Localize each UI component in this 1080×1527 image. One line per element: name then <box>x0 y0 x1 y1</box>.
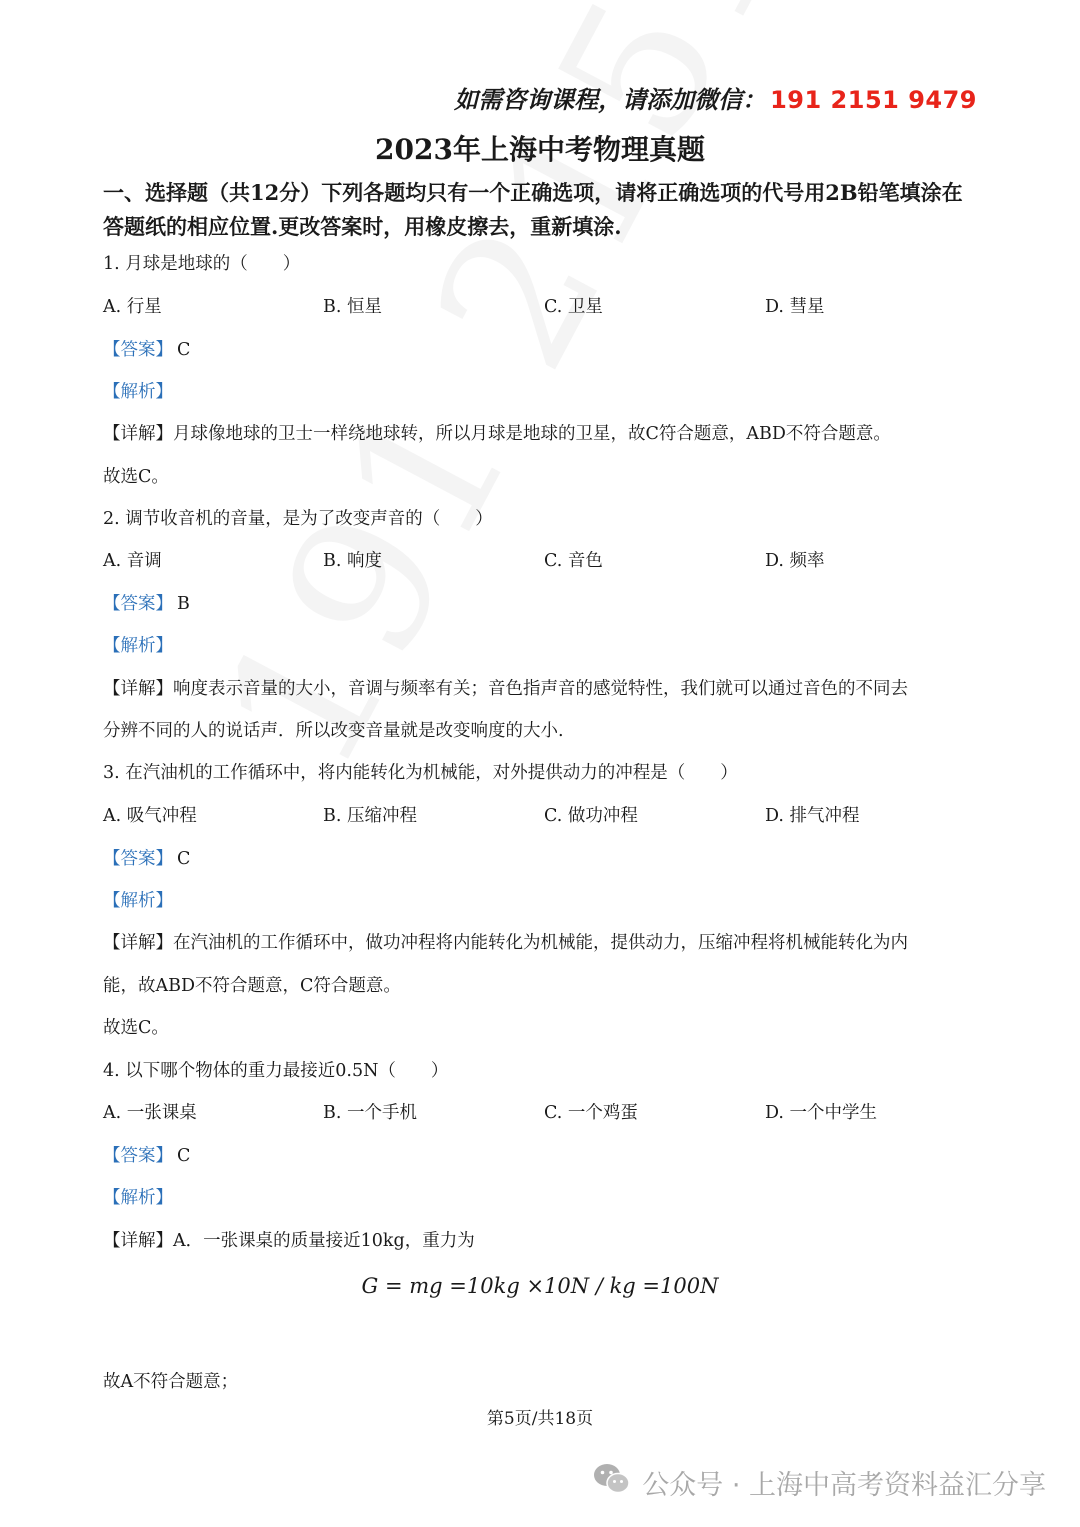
question-2-stem: 2. 调节收音机的音量，是为了改变声音的（ ） <box>103 509 493 529</box>
contact-phone: 191 2151 9479 <box>770 86 977 114</box>
question-4-after-formula: 故A不符合题意； <box>103 1372 239 1392</box>
answer-tag: 【答案】 <box>103 340 173 360</box>
detail-text: 在汽油机的工作循环中，做功冲程将内能转化为机械能，提供动力，压缩冲程将机械能转化为内 <box>173 933 908 953</box>
option-c: C. 做功冲程 <box>544 806 638 826</box>
option-d: D. 排气冲程 <box>765 806 860 826</box>
question-1-detail-line-2: 故选C。 <box>103 467 169 487</box>
detail-tag: 【详解】 <box>103 1231 173 1251</box>
analysis-tag: 【解析】 <box>103 1188 173 1208</box>
question-2-analysis <box>103 633 983 659</box>
question-3-analysis <box>103 888 983 914</box>
question-1-answer <box>103 337 983 363</box>
option-c: C. 卫星 <box>544 297 603 317</box>
option-d: D. 彗星 <box>765 297 825 317</box>
option-a: A. 吸气冲程 <box>103 806 197 826</box>
option-d: D. 频率 <box>765 551 825 571</box>
contact-text: 如需咨询课程，请添加微信： <box>454 86 767 114</box>
detail-text: A．一张课桌的质量接近10kg，重力为 <box>173 1231 475 1251</box>
option-b: B. 压缩冲程 <box>323 806 417 826</box>
analysis-tag: 【解析】 <box>103 891 173 911</box>
answer-value: C <box>177 340 191 360</box>
question-4-analysis <box>103 1185 983 1211</box>
option-d: D. 一个中学生 <box>765 1103 878 1123</box>
question-4-detail-line-1 <box>103 1228 983 1254</box>
option-b: B. 一个手机 <box>323 1103 417 1123</box>
question-4-answer <box>103 1143 983 1169</box>
detail-tag: 【详解】 <box>103 933 173 953</box>
gravity-formula: G = mg =10kg ×10N / kg =100N <box>361 1274 719 1298</box>
question-1-stem: 1. 月球是地球的（ ） <box>103 254 301 274</box>
question-1-analysis <box>103 379 983 405</box>
question-3-detail-line-2: 能，故ABD不符合题意，C符合题意。 <box>103 976 401 996</box>
option-a: A. 音调 <box>103 551 162 571</box>
question-4-stem: 4. 以下哪个物体的重力最接近0.5N（ ） <box>103 1061 449 1081</box>
option-a: A. 一张课桌 <box>103 1103 197 1123</box>
answer-tag: 【答案】 <box>103 1146 173 1166</box>
footer-text: 公众号 · 上海中高考资料益汇分享 <box>642 1470 1046 1501</box>
option-c: C. 音色 <box>544 551 603 571</box>
analysis-tag: 【解析】 <box>103 382 173 402</box>
answer-value: B <box>177 594 190 614</box>
detail-text: 月球像地球的卫士一样绕地球转，所以月球是地球的卫星，故C符合题意，ABD不符合题意。 <box>173 424 891 444</box>
detail-text: 响度表示音量的大小，音调与频率有关；音色指声音的感觉特性，我们就可以通过音色的不同去 <box>173 679 908 699</box>
detail-tag: 【详解】 <box>103 424 173 444</box>
option-c: C. 一个鸡蛋 <box>544 1103 638 1123</box>
section-heading: 一、选择题（共12分）下列各题均只有一个正确选项，请将正确选项的代号用2B铅笔填涂在答题纸的相应位置.更改答案时，用橡皮擦去，重新填涂. <box>103 180 963 239</box>
detail-tag: 【详解】 <box>103 679 173 699</box>
question-2-detail-line-2: 分辨不同的人的说话声．所以改变音量就是改变响度的大小. <box>103 721 564 741</box>
option-a: A. 行星 <box>103 297 162 317</box>
answer-tag: 【答案】 <box>103 849 173 869</box>
question-3-answer <box>103 846 983 872</box>
question-3-detail-line-1 <box>103 930 983 956</box>
option-b: B. 响度 <box>323 551 382 571</box>
answer-value: C <box>177 849 191 869</box>
answer-value: C <box>177 1146 191 1166</box>
option-b: B. 恒星 <box>323 297 382 317</box>
question-2-answer <box>103 591 983 617</box>
question-1-detail-line-1 <box>103 421 983 447</box>
answer-tag: 【答案】 <box>103 594 173 614</box>
question-2-detail-line-1 <box>103 676 983 702</box>
question-3-stem: 3. 在汽油机的工作循环中，将内能转化为机械能，对外提供动力的冲程是（ ） <box>103 763 738 783</box>
analysis-tag: 【解析】 <box>103 636 173 656</box>
page-number: 第5页/共18页 <box>486 1409 594 1429</box>
page-title: 2023年上海中考物理真题 <box>375 133 705 166</box>
footer-account <box>592 1462 1046 1503</box>
question-3-detail-line-3: 故选C。 <box>103 1018 169 1038</box>
wechat-icon <box>592 1462 632 1503</box>
contact-banner <box>454 80 977 115</box>
